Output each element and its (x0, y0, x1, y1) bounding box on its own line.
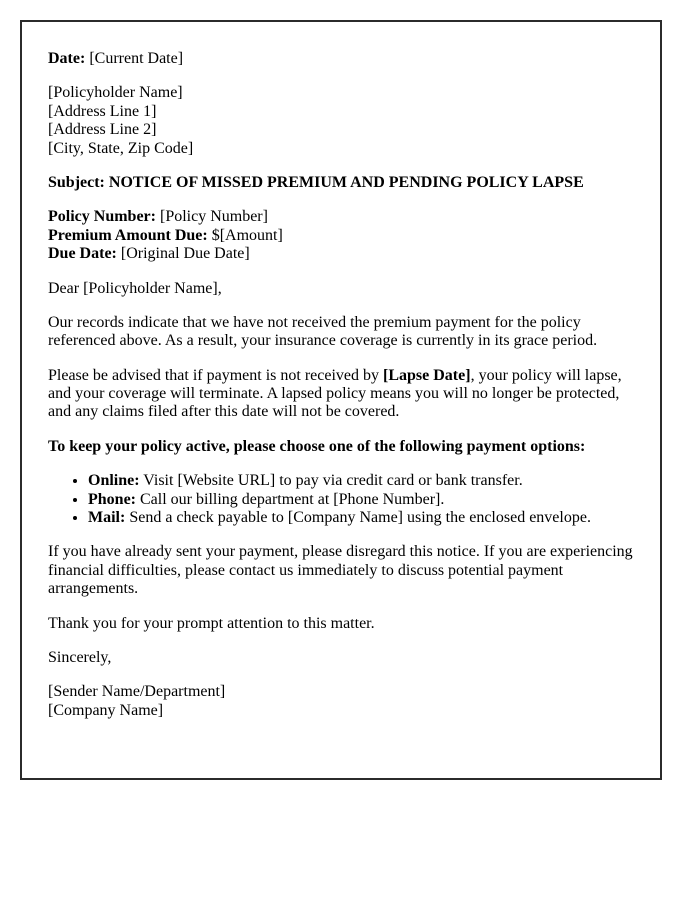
premium-due-label: Premium Amount Due: (48, 226, 208, 244)
paragraph-records: Our records indicate that we have not received the premium payment for the policy referenced above. As a result, your insurance coverage is currently in its grace period. (48, 313, 598, 350)
paragraph-disregard: If you have already sent your payment, please disregard this notice. If you are experiencing financial difficulties, please contact us immediately to discuss potential payment arrangements. (48, 543, 633, 598)
paragraph-lapse-post: , your policy will lapse, and your coverage will terminate. A lapsed policy means you will no longer be protected, and any claims filed after this date will not be covered. (48, 366, 622, 421)
subject-value: NOTICE OF MISSED PREMIUM AND PENDING POLICY LAPSE (108, 173, 584, 191)
due-date-label: Due Date: (48, 245, 117, 263)
payment-option-phone (88, 491, 634, 509)
date-value: [Current Date] (89, 50, 184, 67)
recipient-name: [Policyholder Name] (48, 84, 183, 102)
signature-sender: [Sender Name/Department] (48, 683, 226, 701)
subject-label: Subject: (48, 173, 105, 191)
letter-document (20, 20, 662, 780)
payment-option-online (88, 472, 634, 490)
policy-number-value: [Policy Number] (159, 208, 268, 226)
recipient-address-line-2: [Address Line 2] (48, 121, 157, 139)
policy-number-label: Policy Number: (48, 208, 156, 226)
payment-option-online-text: Visit [Website URL] to pay via credit card or bank transfer. (143, 472, 523, 490)
recipient-address-line-1: [Address Line 1] (48, 102, 157, 120)
signature-company: [Company Name] (48, 701, 164, 719)
payment-options-list (48, 472, 634, 527)
payment-option-phone-label: Phone: (88, 490, 136, 508)
paragraph-thanks: Thank you for your prompt attention to this matter. (48, 614, 375, 632)
premium-due-value: $[Amount] (211, 226, 283, 244)
subject-line (48, 174, 634, 192)
payment-option-phone-text: Call our billing department at [Phone Number]. (140, 490, 445, 508)
payment-option-mail (88, 509, 634, 527)
policy-details-block (48, 208, 634, 263)
paragraph-lapse (48, 367, 634, 422)
date-line (48, 50, 634, 68)
signature-block (48, 683, 634, 720)
salutation: Dear [Policyholder Name], (48, 279, 222, 297)
paragraph-lapse-pre: Please be advised that if payment is not received by (48, 366, 384, 384)
lapse-date-bold: [Lapse Date] (383, 366, 471, 384)
due-date-value: [Original Due Date] (120, 245, 250, 263)
date-label: Date: (48, 50, 86, 67)
recipient-city-state-zip: [City, State, Zip Code] (48, 139, 194, 157)
payment-option-mail-label: Mail: (88, 509, 126, 527)
payment-options-heading: To keep your policy active, please choose one of the following payment options: (48, 437, 586, 455)
payment-option-online-label: Online: (88, 472, 140, 490)
payment-option-mail-text: Send a check payable to [Company Name] using the enclosed envelope. (129, 509, 591, 527)
recipient-address-block (48, 84, 634, 158)
closing: Sincerely, (48, 648, 112, 666)
